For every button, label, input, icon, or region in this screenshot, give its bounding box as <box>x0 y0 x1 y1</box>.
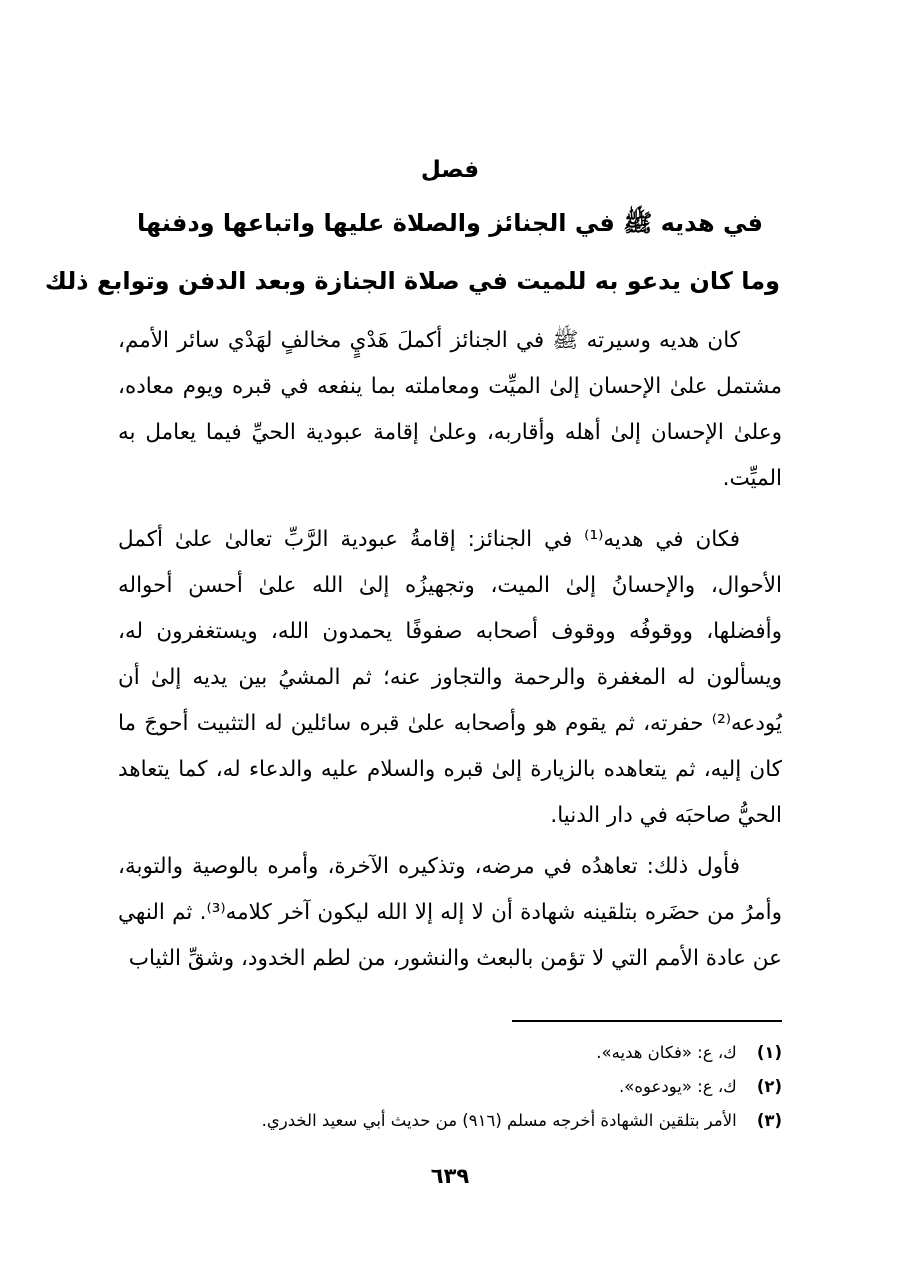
body-paragraph: كان هديه وسيرته ﷺ في الجنائز أكملَ هَدْيٍ مخالفٍ لهَدْي سائر الأمم، مشتمل علىٰ الإحسان إلىٰ الميِّت ومعاملته بما ينفعه في قبره ويوم معاده، وعلىٰ الإحسان إلىٰ أهله وأقاربه، وعلىٰ إقامة عبودية الحيِّ فيما يعامل به الميِّت. <box>118 328 782 491</box>
footnote-text: ك، ع: «فكان هديه». <box>596 1043 737 1062</box>
footnote-text: الأمر بتلقين الشهادة أخرجه مسلم (٩١٦) من حديث أبي سعيد الخدري. <box>261 1111 737 1130</box>
footnote-separator <box>512 1020 782 1022</box>
footnotes <box>118 1036 782 1138</box>
footnote <box>118 1104 782 1138</box>
page-number: ٦٣٩ <box>430 1164 470 1188</box>
footnote-number: (٢) <box>756 1077 782 1096</box>
chapter-subtitle-line-2: وما كان يدعو به للميت في صلاة الجنازة وبعد الدفن وتوابع ذلك <box>44 267 780 295</box>
body-paragraph: فكان في هديه⁽¹⁾ في الجنائز: إقامةُ عبودية الرَّبِّ تعالىٰ علىٰ أكمل الأحوال، والإحسانُ إلىٰ الميت، وتجهيزُه إلىٰ الله علىٰ أحسن أحواله وأفضلها، ووقوفُه ووقوف أصحابه صفوفًا يحمدون الله، ويستغفرون له، ويسألون له المغفرة والرحمة والتجاوز عنه؛ ثم المشيُ بين يديه إلىٰ أن يُودعه⁽²⁾ حفرته، ثم يقوم هو وأصحابه علىٰ قبره سائلين له التثبيت أحوجَ ما كان إليه، ثم يتعاهده بالزيارة إلىٰ قبره والسلام عليه والدعاء له، كما يتعاهد الحيُّ صاحبَه في دار الدنيا. <box>118 527 782 828</box>
footnote <box>118 1036 782 1070</box>
chapter-heading: فصل <box>420 157 480 183</box>
footnote-text: ك، ع: «يودعوه». <box>619 1077 737 1096</box>
chapter-subtitle-line-1: في هديه ﷺ في الجنائز والصلاة عليها واتباعها ودفنها <box>136 209 764 237</box>
body-paragraph: فأول ذلك: تعاهدُه في مرضه، وتذكيره الآخرة، وأمره بالوصية والتوبة، وأمرُ من حضَره بتلقينه شهادة أن لا إله إلا الله ليكون آخر كلامه⁽³⁾. ثم النهي عن عادة الأمم التي لا تؤمن بالبعث والنشور، من لطم الخدود، وشقِّ الثياب <box>118 854 782 971</box>
footnote-number: (١) <box>756 1043 782 1062</box>
footnote <box>118 1070 782 1104</box>
footnote-number: (٣) <box>756 1111 782 1130</box>
